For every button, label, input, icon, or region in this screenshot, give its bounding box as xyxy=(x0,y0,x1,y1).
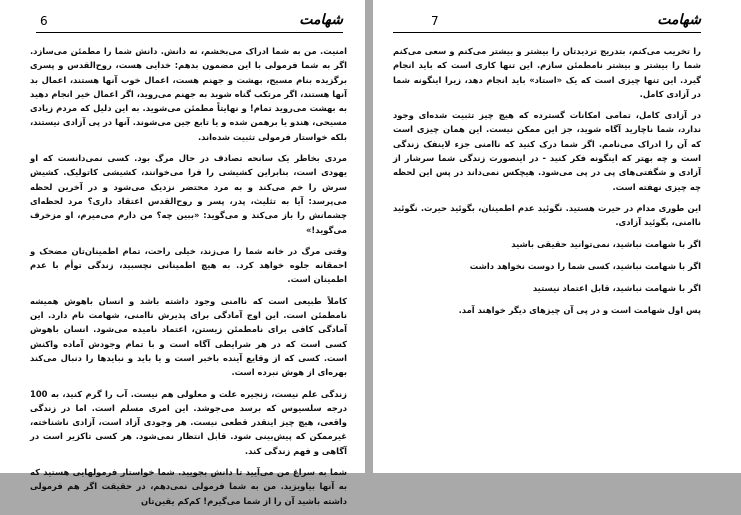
paragraph: پس اول شهامت است و در پی آن چیزهای دیگر خواهند آمد. xyxy=(458,305,701,316)
right-page xyxy=(373,0,741,473)
paragraph: را تخریب می‌کنم، بتدریج تردیدتان را بیشتر و بیشتر می‌کنم و سعی می‌کنم شما را بیشتر و بیشتر نامطمئن سازم. این تنها کاری است که باید انجام گیرد. این تنها چیزی است که یک «استاد» باید انجام دهد، زیرا اینگونه شما در آزادی کامل. xyxy=(393,46,701,99)
paragraph: در آزادی کامل، تمامی امکانات گسترده که هیچ چیز تثبیت شده‌ای وجود ندارد، شما ناچارید آگاه شوید، جز این ممکن نیست. این همان چیزی است که آن را ادراک می‌نامم. اگر شما درک کنید که ناامنی جزء لاینفک زندگی است و چه بهتر که اینگونه فکر کنید - در اینصورت زندگی شما سرشار از آزادی و شگفتی‌های پی در پی می‌شود. هیچکس نمی‌داند در پس این لحظه چه چیزی نهفته است. xyxy=(393,110,701,192)
paragraph: زندگی علم نیست، زنجیره علت و معلولی هم نیست. آب را گرم کنید، به 100 درجه سلسیوس که برسد می‌جوشد. این امری مسلم است. اما در زندگی واقعی، هیچ چیز اینقدر قطعی نیست. هر وجودی آزاد است، آزادی ناشناخته، غیرممکن که پیش‌بینی شود. قابل انتظار نمی‌شود. هر کسی تاکزیر است در آگاهی و فهم زندگی کند. xyxy=(30,388,347,456)
paragraph: اگر با شهامت نباشید، نمی‌توانید حقیقی باشید xyxy=(511,238,701,249)
paragraph: این طوری مدام در حیرت هستید. نگوئید عدم اطمینان، بگوئید حیرت. نگوئید ناامنی، بگوئید آزادی. xyxy=(393,202,701,228)
paragraph: امنیت. من به شما ادراک می‌بخشم، نه دانش. دانش شما را مطمئن می‌سازد. اگر به شما فرمولی با این مضمون بدهم: خدایی هست، روح‌القدس و پسری برگزیده بنام مسیح، بهشت و جهنم هست، اعمال خوب آنها هستند، اعمال بد آنها هستند، اگر مرتکب گناه شوید به جهنم می‌روید، اگر اعمال خیر انجام دهید به بهشت می‌روید تمام! و نهایتاً مطمئن می‌شوید. به این دلیل که مردم زیادی مسیحی، هندو یا برهمن شده و یا تابع جین می‌شوند. آنها در پی آزادی نیستند، بلکه خواستار فرمولی تثبیت شده‌اند. xyxy=(30,46,347,142)
paragraph: اگر با شهامت نباشید، کسی شما را دوست نخواهد داشت xyxy=(469,260,701,271)
page-number: 7 xyxy=(431,14,439,28)
paragraph: مردی بخاطر یک سانحه تصادف در حال مرگ بود. کسی نمی‌دانست که او یهودی است، بنابراین کشیشی را فرا می‌خوانند، کشیشی کاتولیک. کشیش سرش را خم می‌کند و به مرد محتضر نزدیک می‌شود و در آخرین لحظه می‌پرسد: آیا به تثلیث، پدر، پسر و روح‌القدس اعتقاد داری؟ مرد لحظه‌ای چشمانش را باز می‌کند و می‌گوید: «ببین چه؟ من دارم می‌میرم، او مزخرف می‌گوید!» xyxy=(30,153,347,235)
header-title: شهامت xyxy=(299,12,343,28)
page-body xyxy=(393,44,701,326)
paragraph: شما به سراغ من می‌آیید تا دانش بجویید. شما خواستار فرمولهایی هستید که به آنها بیاویزید. من به شما فرمولی نمی‌دهم، در حقیقت اگر هم فرمولی داشته باشید آن را از شما می‌گیرم! کم‌کم یقین‌تان xyxy=(30,467,347,506)
paragraph: اگر با شهامت نباشید، قابل اعتماد نیستید xyxy=(532,283,701,294)
page-number: 6 xyxy=(40,14,48,28)
page-header xyxy=(36,14,343,33)
page-body xyxy=(30,44,347,515)
paragraph: کاملاً طبیعی است که ناامنی وجود داشته باشد و انسان باهوش همیشه نامطمئن است. این اوج آمادگی برای پذیرش ناامنی، شهامت نام دارد. این آمادگی کافی برای نامطمئن زیستن، اعتماد نامیده می‌شود. انسان باهوش کسی است که در هر شرایطی آگاه است و با تمام وجودش آماده واکنش است. کسی که از وقایع آینده باخبر است و یا باید و نبایدها را دنبال می‌کند بهره‌ای از هوش نبرده است. xyxy=(30,295,347,378)
paragraph: وقتی مرگ در خانه شما را می‌زند، خیلی راحت، تمام اطمینان‌تان مضحک و احمقانه جلوه خواهد کرد. به هیچ اطمینانی نچسبید، زندگی توأم با عدم اطمینان است. xyxy=(30,245,347,285)
left-page xyxy=(0,0,365,506)
page-header xyxy=(393,14,701,33)
header-title: شهامت xyxy=(657,12,701,28)
